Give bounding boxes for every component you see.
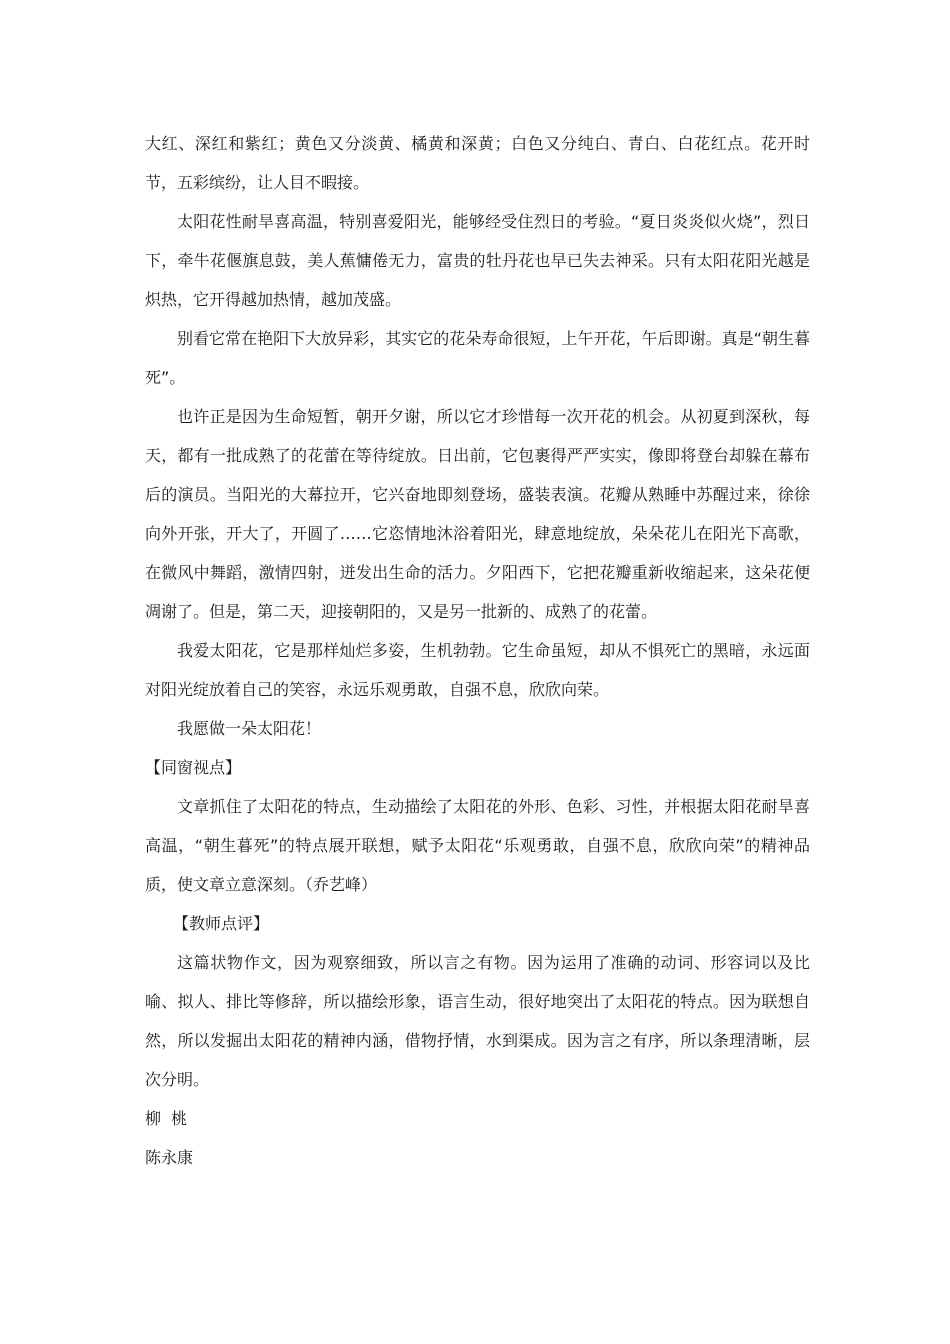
teacher-review-heading: 【教师点评】: [173, 914, 270, 933]
teacher-review-comment: 这篇状物作文，因为观察细致，所以言之有物。因为运用了准确的动词、形容词以及比喻、拟人、排比等修辞，所以描绘形象，语言生动，很好地突出了太阳花的特点。因为联想自然，所以发掘出太阳花的精神内涵，借物抒情，水到渠成。因为言之有序，所以条理清晰，层次分明。: [145, 953, 810, 1089]
essay-paragraph: 我爱太阳花，它是那样灿烂多姿，生机勃勃。它生命虽短，却从不惧死亡的黑暗，永远面对阳光绽放着自己的笑容，永远乐观勇敢，自强不息，欣欣向荣。: [145, 641, 810, 699]
document-body: [145, 124, 810, 1177]
peer-review-comment: 文章抓住了太阳花的特点，生动描绘了太阳花的外形、色彩、习性，并根据太阳花耐旱喜高温，“朝生暮死”的特点展开联想，赋予太阳花“乐观勇敢，自强不息，欣欣向荣”的精神品质，使文章立意深刻。（乔艺峰）: [145, 797, 810, 894]
next-essay-title: 柳 桃: [145, 1109, 188, 1128]
next-essay-author: 陈永康: [145, 1148, 194, 1167]
essay-paragraph: 大红、深红和紫红；黄色又分淡黄、橘黄和深黄；白色又分纯白、青白、白花红点。花开时节，五彩缤纷，让人目不暇接。: [145, 134, 810, 192]
essay-paragraph: 也许正是因为生命短暂，朝开夕谢，所以它才珍惜每一次开花的机会。从初夏到深秋，每天，都有一批成熟了的花蕾在等待绽放。日出前，它包裹得严严实实，像即将登台却躲在幕布后的演员。当阳光的大幕拉开，它兴奋地即刻登场，盛装表演。花瓣从熟睡中苏醒过来，徐徐向外开张，开大了，开圆了……它恣情地沐浴着阳光，肆意地绽放，朵朵花儿在阳光下高歌，在微风中舞蹈，激情四射，迸发出生命的活力。夕阳西下，它把花瓣重新收缩起来，这朵花便凋谢了。但是，第二天，迎接朝阳的，又是另一批新的、成熟了的花蕾。: [145, 407, 810, 621]
essay-closing-line: 我愿做一朵太阳花！: [177, 719, 322, 738]
peer-review-heading: 【同窗视点】: [145, 758, 242, 777]
essay-paragraph: 别看它常在艳阳下大放异彩，其实它的花朵寿命很短，上午开花，午后即谢。真是“朝生暮死”。: [145, 329, 810, 387]
essay-paragraph: 太阳花性耐旱喜高温，特别喜爱阳光，能够经受住烈日的考验。“夏日炎炎似火烧”，烈日下，牵牛花偃旗息鼓，美人蕉慵倦无力，富贵的牡丹花也早已失去神采。只有太阳花阳光越是炽热，它开得越加热情，越加茂盛。: [145, 212, 810, 309]
